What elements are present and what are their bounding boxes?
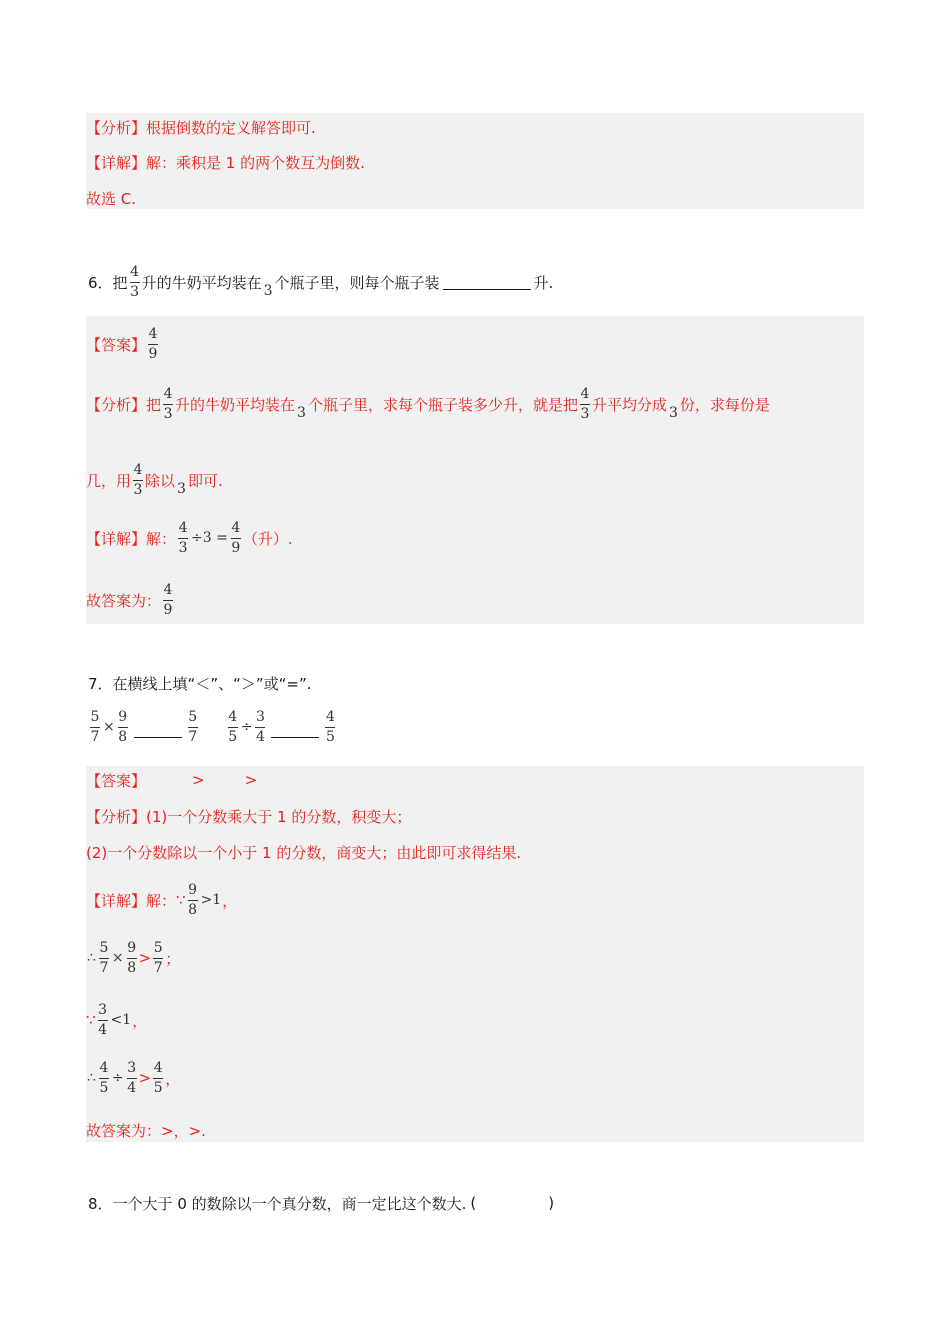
operator: ×: [103, 719, 115, 735]
denominator: 3: [163, 405, 173, 422]
detail-tag: 【详解】: [86, 529, 147, 548]
numerator: 3: [256, 708, 265, 725]
fraction: [130, 264, 140, 301]
denominator: 5: [99, 1079, 109, 1096]
detail-line: [86, 516, 293, 560]
numerator: 4: [580, 385, 590, 402]
question-text: 升.: [533, 273, 554, 292]
comparison: >1: [200, 892, 222, 908]
fraction: [255, 709, 265, 746]
answer-blank[interactable]: [271, 737, 319, 738]
question-6: [88, 257, 553, 307]
answer-line: [86, 760, 257, 800]
denominator: 5: [228, 728, 238, 745]
denominator: 3: [130, 283, 140, 300]
numerator: 4: [130, 263, 140, 280]
question-text: 升的牛奶平均装在: [141, 273, 262, 292]
answer-value: >: [244, 771, 258, 789]
fraction: [228, 709, 238, 746]
analysis-tag: 【分析】: [86, 395, 147, 414]
conclusion-text: 故答案为：>，>.: [86, 1121, 206, 1140]
because-symbol: ∵: [86, 1011, 96, 1029]
step-line: [86, 1056, 180, 1100]
denominator: 9: [231, 539, 241, 556]
denominator: 5: [326, 728, 335, 745]
answer-value: >: [192, 771, 205, 789]
denominator: 7: [153, 959, 163, 976]
question-text: 在横线上填“＜”、“＞”或“=”.: [112, 674, 312, 693]
denominator: 4: [256, 728, 265, 745]
fraction: [99, 940, 109, 977]
analysis-line-2: [86, 458, 223, 502]
analysis-line: [86, 107, 316, 147]
answer-fraction: [148, 326, 158, 363]
solution-box-7: [86, 766, 864, 1142]
fraction: [118, 709, 128, 746]
operator: ÷: [240, 719, 253, 735]
numerator: 4: [178, 519, 188, 536]
analysis-text: 把: [146, 395, 162, 414]
analysis-text: 几，用: [86, 471, 132, 490]
answer-line: [86, 322, 160, 366]
analysis-tag: 【分析】: [86, 807, 147, 826]
punctuation: ，: [132, 1011, 148, 1030]
numerator: 4: [163, 385, 173, 402]
numerator: 4: [326, 708, 335, 725]
punctuation: ；: [165, 949, 181, 968]
numerator: 5: [99, 939, 109, 956]
numerator: 3: [98, 1001, 107, 1018]
comparison: <1: [110, 1012, 132, 1028]
detail-line: [86, 878, 237, 922]
numerator: 4: [231, 519, 241, 536]
answer-blank[interactable]: [134, 737, 182, 738]
therefore-symbol: ∴: [87, 950, 96, 966]
fraction: [325, 709, 335, 746]
fraction: [163, 582, 173, 619]
denominator: 8: [118, 728, 128, 745]
denominator: 8: [127, 959, 137, 976]
detail-tag: 【详解】: [86, 891, 147, 910]
numerator: 4: [153, 1059, 163, 1076]
analysis-line: [86, 796, 411, 836]
question-number: 8．: [88, 1194, 113, 1213]
fraction: [90, 709, 100, 746]
denominator: 7: [90, 728, 100, 745]
unit-text: （升）.: [242, 529, 293, 548]
solution-box-5: [86, 113, 864, 209]
step-line: [86, 998, 147, 1042]
fraction: [127, 1060, 137, 1097]
question-number: 7．: [88, 674, 113, 693]
analysis-text: 即可.: [187, 471, 223, 490]
question-number: 6．: [88, 273, 113, 292]
fraction: [133, 462, 143, 499]
analysis-text: 升的牛奶平均装在: [175, 395, 296, 414]
fraction: [99, 1060, 109, 1097]
number: 3: [263, 283, 273, 299]
conclusion-line: [86, 178, 136, 218]
analysis-line-2: [86, 832, 521, 872]
operator: ×: [111, 950, 124, 966]
denominator: 3: [178, 539, 188, 556]
detail-text: 解：: [146, 891, 177, 910]
comparison: >: [138, 1069, 152, 1087]
detail-text: 解：: [146, 529, 177, 548]
numerator: 5: [188, 708, 198, 725]
fraction: [163, 386, 173, 423]
numerator: 4: [99, 1059, 109, 1076]
answer-blank[interactable]: [443, 275, 531, 290]
question-text: 个瓶子里，则每个瓶子装: [274, 273, 440, 292]
fraction: [188, 709, 198, 746]
numerator: 5: [153, 939, 163, 956]
question-8: [88, 1190, 554, 1216]
analysis-text: 份，求每份是: [679, 395, 770, 414]
analysis-text: 除以: [145, 471, 176, 490]
analysis-text: 根据倒数的定义解答即可.: [146, 118, 316, 137]
fraction: [188, 882, 198, 919]
fraction: [231, 520, 241, 557]
numerator: 4: [163, 581, 173, 598]
numerator: 4: [148, 325, 158, 342]
because-symbol: ∵: [176, 891, 186, 909]
paren-left: (: [470, 1194, 477, 1212]
number: 3: [177, 481, 186, 497]
detail-text: 解：乘积是 1 的两个数互为倒数.: [146, 153, 365, 172]
numerator: 5: [90, 708, 100, 725]
denominator: 9: [148, 345, 158, 362]
paren-right: ): [548, 1194, 555, 1212]
denominator: 7: [188, 728, 198, 745]
denominator: 9: [163, 601, 173, 618]
step-line: [86, 936, 180, 980]
fraction: [153, 1060, 163, 1097]
division-expression: ÷3 =: [191, 530, 228, 546]
analysis-line: [86, 382, 770, 426]
number: 3: [297, 405, 306, 421]
detail-line: [86, 142, 365, 182]
fraction: [153, 940, 163, 977]
answer-tag: 【答案】: [86, 335, 147, 354]
answer-tag: 【答案】: [86, 771, 147, 790]
solution-box-6: [86, 316, 864, 624]
denominator: 3: [580, 405, 590, 422]
fraction: [127, 940, 137, 977]
numerator: 4: [228, 708, 238, 725]
question-text: 一个大于 0 的数除以一个真分数，商一定比这个数大.: [112, 1194, 467, 1213]
denominator: 3: [133, 481, 143, 498]
conclusion-line: [86, 1110, 206, 1150]
denominator: 7: [99, 959, 109, 976]
numerator: 9: [127, 939, 137, 956]
number: 3: [669, 405, 678, 421]
denominator: 5: [153, 1079, 163, 1096]
conclusion-text: 故选 C.: [86, 189, 137, 208]
punctuation: ，: [222, 891, 238, 910]
fraction: [98, 1002, 108, 1039]
analysis-text: 升平均分成: [591, 395, 667, 414]
question-text: 把: [112, 273, 128, 292]
fraction: [178, 520, 188, 557]
comparison: >: [138, 949, 152, 967]
numerator: 9: [188, 881, 198, 898]
conclusion-line: [86, 578, 175, 622]
numerator: 3: [127, 1059, 137, 1076]
operator: ÷: [111, 1070, 124, 1086]
detail-tag: 【详解】: [86, 153, 147, 172]
analysis-tag: 【分析】: [86, 118, 147, 137]
denominator: 8: [188, 901, 198, 918]
therefore-symbol: ∴: [87, 1070, 96, 1086]
denominator: 4: [98, 1021, 107, 1038]
analysis-text: 个瓶子里，求每个瓶子装多少升，就是把: [307, 395, 578, 414]
analysis-text: (2)一个分数除以一个小于 1 的分数，商变大；由此即可求得结果.: [86, 843, 522, 862]
conclusion-text: 故答案为：: [86, 591, 162, 610]
denominator: 4: [127, 1079, 137, 1096]
numerator: 9: [118, 708, 128, 725]
question-7-expressions: [88, 704, 337, 750]
numerator: 4: [133, 461, 143, 478]
punctuation: ，: [165, 1069, 181, 1088]
fraction: [580, 386, 590, 423]
analysis-text: (1)一个分数乘大于 1 的分数，积变大；: [146, 807, 412, 826]
question-7: [88, 670, 312, 696]
